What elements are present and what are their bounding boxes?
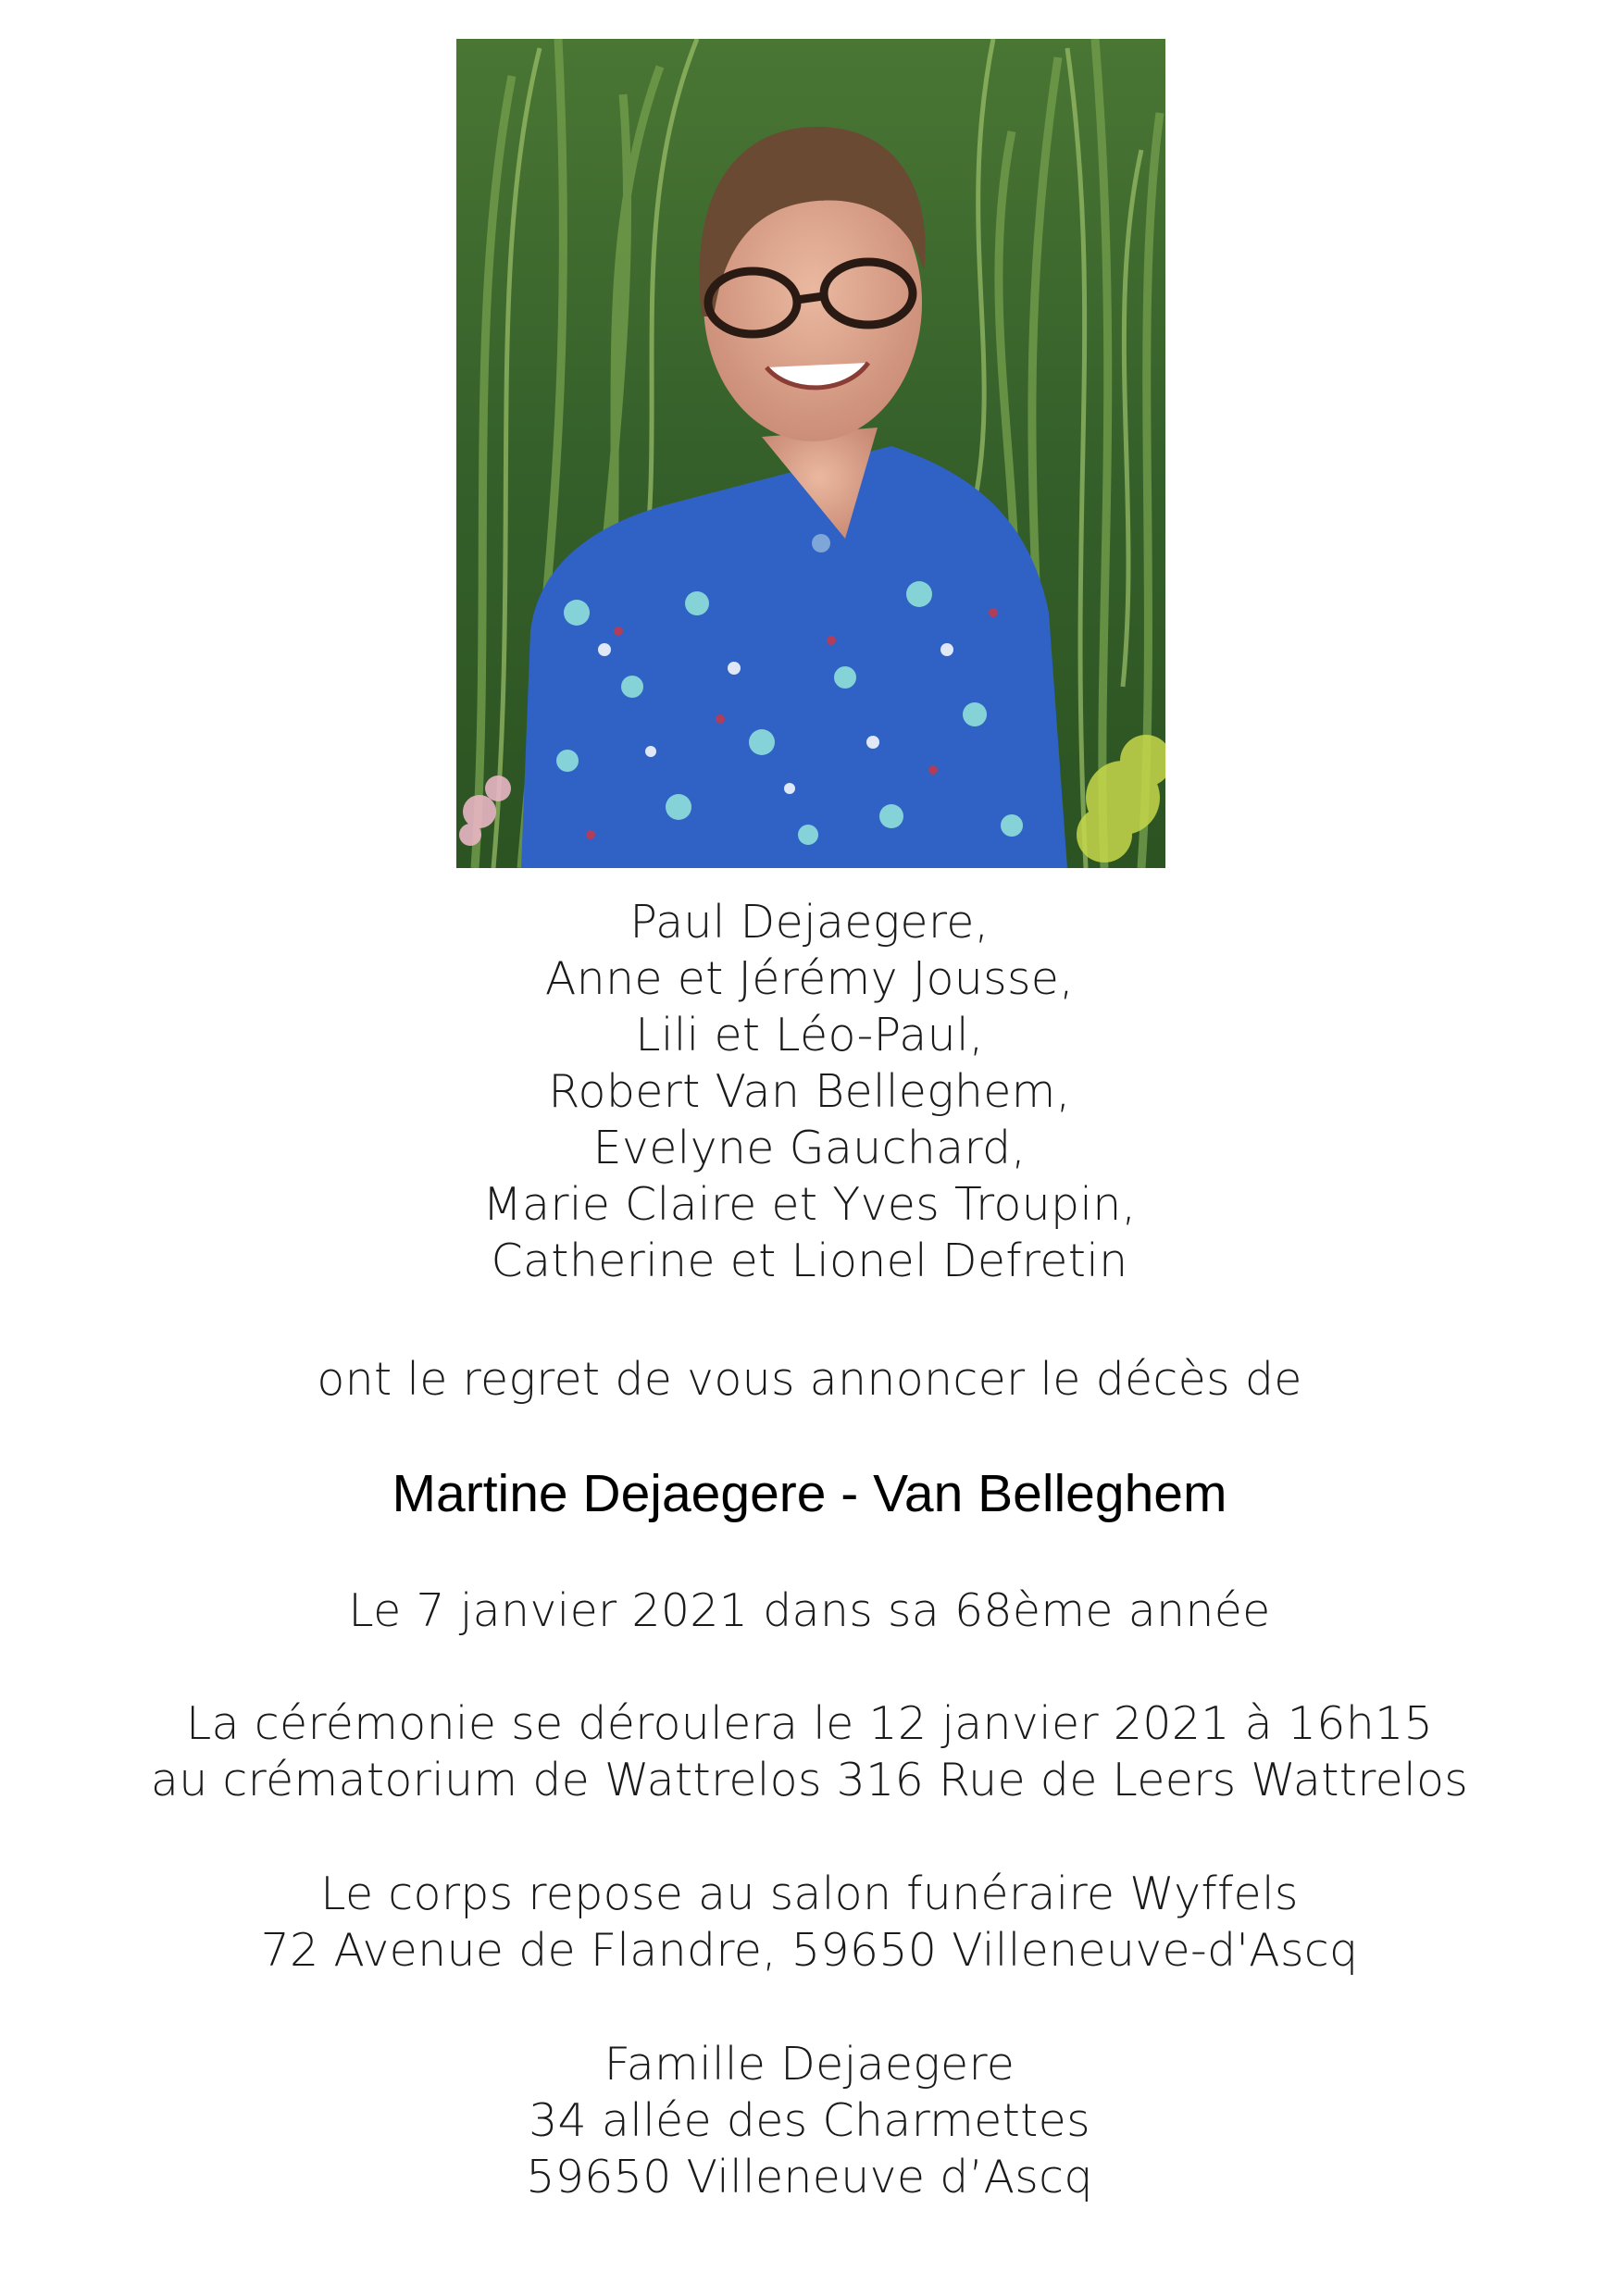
signatory-line: Catherine et Lionel Defretin bbox=[491, 1235, 1128, 1287]
deceased-name: Martine Dejaegere - Van Belleghem bbox=[392, 1464, 1227, 1523]
family-street: 34 allée des Charmettes bbox=[529, 2094, 1090, 2147]
funeral-home-block bbox=[0, 1866, 1619, 1979]
family-address-block bbox=[0, 2036, 1619, 2205]
ceremony-block bbox=[0, 1695, 1619, 1808]
portrait-photo bbox=[456, 39, 1165, 868]
ceremony-line: La cérémonie se déroulera le 12 janvier 2021 à 16h15 bbox=[185, 1697, 1434, 1750]
family-signatories bbox=[0, 894, 1619, 1289]
signatory-line: Lili et Léo-Paul, bbox=[635, 1009, 984, 1061]
signatory-line: Anne et Jérémy Jousse, bbox=[544, 952, 1075, 1005]
announcement-text: ont le regret de vous annoncer le décès de bbox=[317, 1353, 1302, 1406]
signatory-line: Robert Van Belleghem, bbox=[548, 1065, 1071, 1118]
portrait-illustration bbox=[456, 39, 1165, 868]
announcement-block bbox=[0, 1351, 1619, 1408]
signatory-line: Paul Dejaegere, bbox=[629, 896, 990, 949]
funeral-home-line: Le corps repose au salon funéraire Wyffels bbox=[320, 1868, 1299, 1920]
ceremony-location: au crématorium de Wattrelos 316 Rue de Leers Wattrelos bbox=[150, 1754, 1469, 1806]
family-name: Famille Dejaegere bbox=[604, 2038, 1015, 2091]
date-block bbox=[0, 1582, 1619, 1639]
date-line: Le 7 janvier 2021 dans sa 68ème année bbox=[348, 1584, 1271, 1637]
signatory-line: Marie Claire et Yves Troupin, bbox=[482, 1178, 1137, 1231]
signatory-line: Evelyne Gauchard, bbox=[592, 1122, 1027, 1174]
funeral-home-address: 72 Avenue de Flandre, 59650 Villeneuve-d'Ascq bbox=[260, 1924, 1359, 1977]
family-city: 59650 Villeneuve d’Ascq bbox=[526, 2151, 1093, 2203]
